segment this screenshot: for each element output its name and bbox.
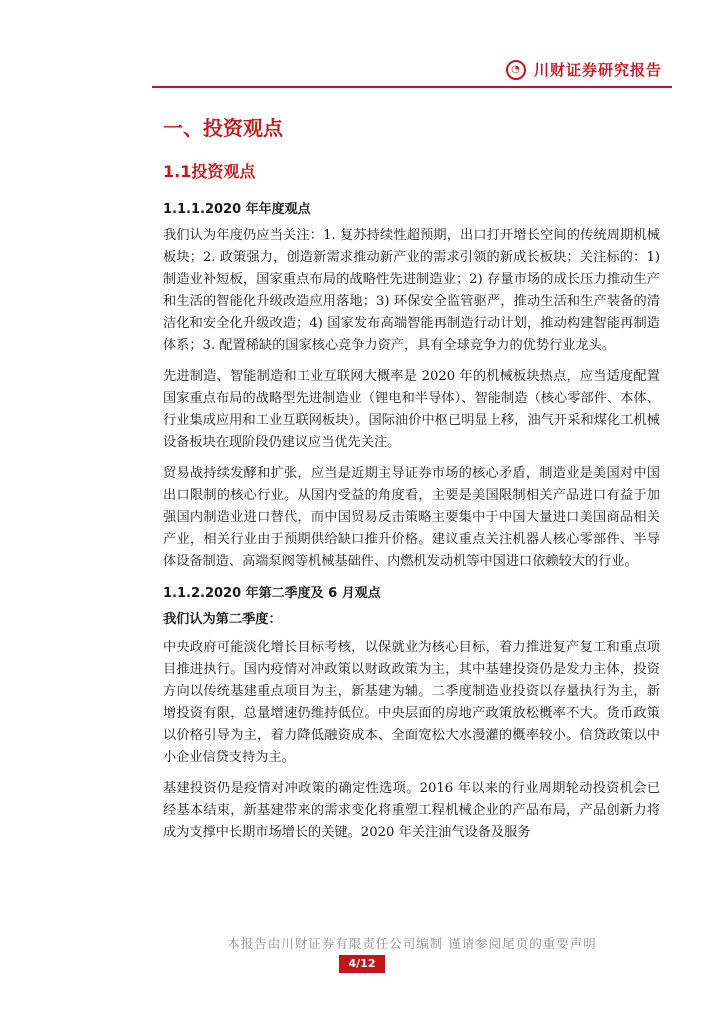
footer-disclaimer: 本报告由川财证券有限责任公司编制 谨请参阅尾页的重要声明	[227, 936, 597, 951]
subsection-heading: 1.1投资观点	[163, 162, 256, 181]
company-logo-icon: ◔	[506, 60, 526, 80]
paragraph-4: 中央政府可能淡化增长目标考核，以保就业为核心目标，着力推进复产复工和重点项目推进执行。国内疫情对冲政策以财政政策为主，其中基建投资仍是发力主体，投资方向以传统基建重点项目为主，新基建为辅。二季度制造业投资以存量执行为主，新增投资有限，总量增速仍维持低位。中央层面的房地产政策放松概率不大。货币政策以价格引导为主，着力降低融资成本、全面宽松大水漫灌的概率较小。信贷政策以中小企业信贷支持为主。	[163, 640, 660, 765]
annual-view-heading: 1.1.1.2020 年年度观点	[163, 202, 311, 217]
paragraph-5: 基建投资仍是疫情对冲政策的确定性选项。2016 年以来的行业周期轮动投资机会已经基本结束，新基建带来的需求变化将重塑工程机械企业的产品布局，产品创新力将成为支撑中长期市场增长的关键。2020 年关注油气设备及服务	[163, 781, 660, 840]
paragraph-1: 我们认为年度仍应当关注：1. 复苏持续性超预期，出口打开增长空间的传统周期机械板块；2. 政策强力，创造新需求推动新产业的需求引领的新成长板块；关注标的：1)制造业补短板，国家重点布局的战略性先进制造业；2) 存量市场的成长压力推动生产和生活的智能化升级改造应用落地；3) 环保安全监管驱严，推动生活和生产装备的清洁化和安全化升级改造；4) 国家发布高端智能再制造行动计划，推动构建智能再制造体系；3. 配置稀缺的国家核心竞争力资产，具有全球竞争力的优势行业龙头。	[163, 228, 660, 353]
section-heading: 一、投资观点	[163, 116, 283, 140]
paragraph-2: 先进制造、智能制造和工业互联网大概率是 2020 年的机械板块热点，应当适度配置国家重点布局的战略型先进制造业（锂电和半导体）、智能制造（核心零部件、本体、行业集成应用和工业互联网板块）。国际油价中枢已明显上移，油气开采和煤化工机械设备板块在现阶段仍建议应当优先关注。	[163, 369, 660, 450]
page-number: 4/12	[339, 955, 385, 973]
brand	[506, 59, 662, 80]
brand-name: 川财证券研究报告	[533, 61, 662, 79]
page-header	[152, 54, 672, 88]
report-body	[163, 112, 660, 853]
header-rule	[152, 86, 672, 88]
paragraph-3: 贸易战持续发酵和扩张，应当是近期主导证券市场的核心矛盾，制造业是美国对中国出口限制的核心行业。从国内受益的角度看，主要是美国限制相关产品进口有益于加强国内制造业进口替代，而中国贸易反击策略主要集中于中国大量进口美国商品相关产业，相关行业由于预期供给缺口推升价格。建议重点关注机器人核心零部件、半导体设备制造、高端泵阀等机械基础件、内燃机发动机等中国进口依赖较大的行业。	[163, 466, 660, 569]
quarter-lead: 我们认为第二季度：	[163, 612, 282, 627]
quarter-view-heading: 1.1.2.2020 年第二季度及 6 月观点	[163, 586, 381, 601]
